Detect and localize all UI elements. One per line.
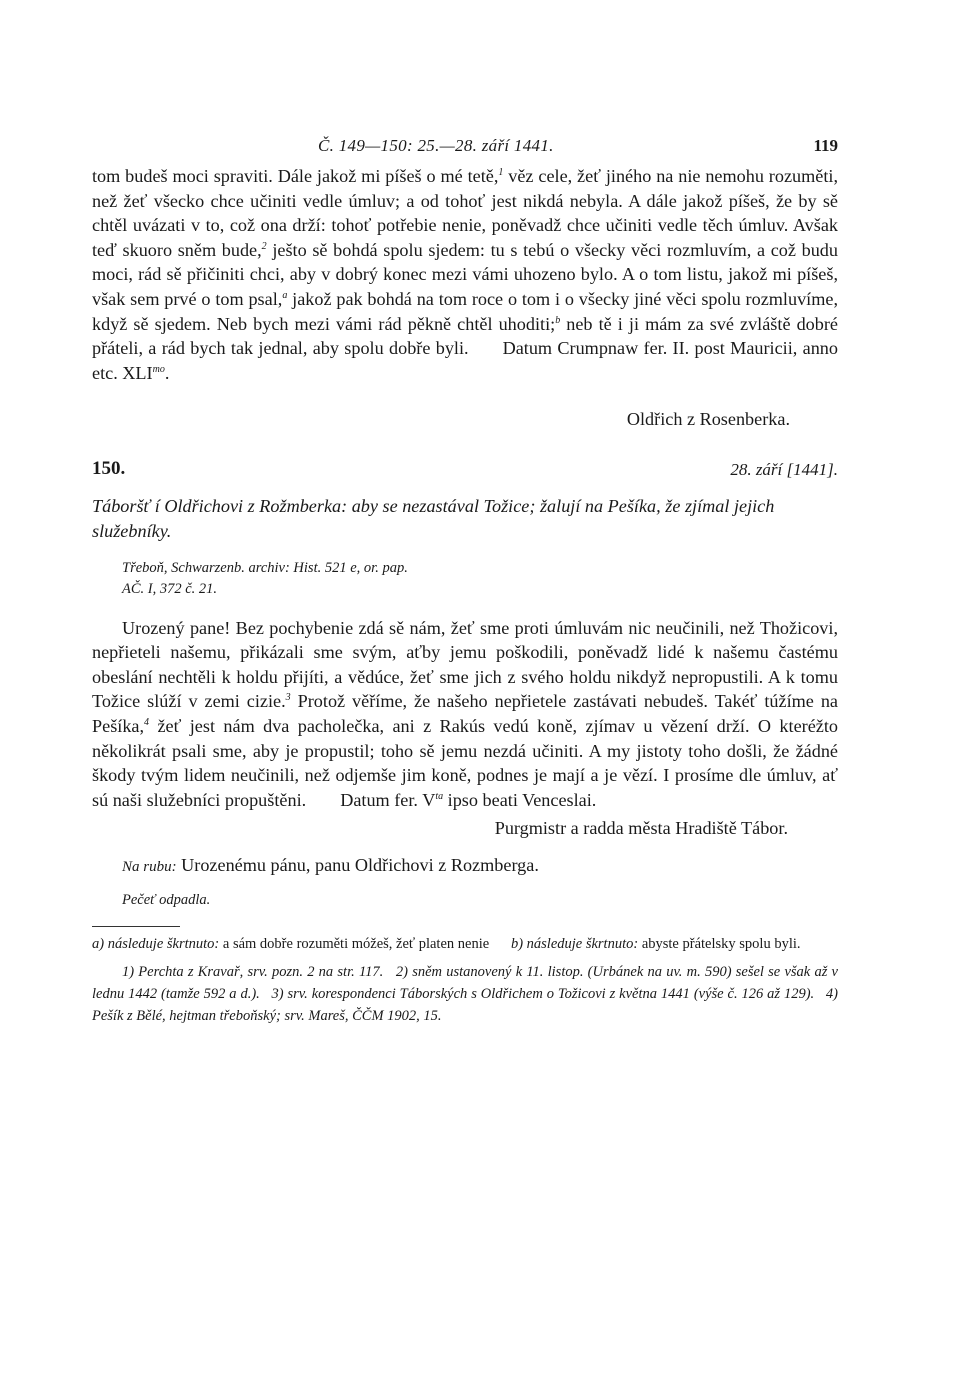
datum-line: Datum Crumpnaw fer. II. post Mauricii, anno etc. XLI [92, 338, 838, 383]
running-title: Č. 149—150: 25.—28. září 1441. [318, 136, 554, 155]
verso-address [122, 855, 838, 876]
textnote-ref-b: b [555, 314, 561, 326]
signature-150: Purgmistr a radda města Hradiště Tábor. [494, 818, 788, 839]
footnote-ref-3: 3 [285, 692, 291, 704]
archive-info: Třeboň, Schwarzenb. archiv: Hist. 521 e, or. pap. AČ. I, 372 č. 21. [122, 559, 408, 597]
seal-note: Pečeť odpadla. [122, 892, 211, 909]
datum-line-150: Datum fer. [340, 789, 418, 810]
regest: Táboršť í Oldřichovi z Rožmberka: aby se nezastával Tožice; žalují na Pešíka, že zjímal jejich služebníky. [92, 496, 775, 541]
document-page [92, 128, 838, 1027]
letter-150-text: Urozený pane! Bez pochybenie zdá sě nám, žeť sme proti úmluvám nic neučinili, než Thožicovi, nepřieteli našemu, přikázali sme svým, aťby jemu poškodili, poněvadž lidé k našemu častému obeslání nechtěli k holdu přijíti, a vědúce, žeť sme jich z svého holdu nikdyž nepropustili. A k tomu Tožice slúží v zemi cizie.$^3$ Protož věříme, že našeho nepřietele zastávati nebudeš. Takéť túžíme na Pešíka,$^4$ žeť jest nám dva pacholečka, ani z Rakús vedú koně, zjímav u vězení drží. O kteréžto několikrát psali sme, aby je propustil; toho sě jemu nezdá učiniti. A my jistoty toho došli, že žádné škody tvým lidem neučinili, než odjemše jim koně, podnes je mají a je vězí. I prosíme dle úmluv, ať sú naši služebníci propuštěni. Datum fer. $V^{ta}$ ipso beati Venceslai. [92, 617, 838, 810]
footnote-ref-2: 2 [261, 240, 267, 252]
signature-149: Oldřich z Rosenberka. [626, 409, 790, 430]
explanatory-footnotes: 1) Perchta z Kravař, srv. pozn. 2 na str. 117. 2) sněm ustanovený k 11. listop. (Urbánek na uv. m. 590) sešel se však až v lednu 1442 (tamže 592 a d.). 3) srv. korespondenci Táborských s Oldřichem o Tožicovi z května 1441 (výše č. 126 až 129). 4) Pešík z Bělé, hejtman třeboňský; srv. Mareš, ČČM 1902, 15. [92, 964, 839, 1025]
page-header [92, 128, 838, 164]
document-date: 28. září [1441]. [730, 460, 838, 480]
apparatus-notes [92, 933, 838, 1027]
letter-149-paragraph: tom budeš moci spraviti. Dále jakož mi píšeš o mé tetě,$^1$ věz cele, žeť jiného na nie nemohu rozuměti, než žeť všecko chce učiniti vedle úmluv; a od tohoť jest nikdá nebyla. A dále jakož píšeš, že by sě chtěl uvázati v to, což ona drží: tohoť potřebie nenie, poněvadž chce učiniti vedle těch úmluv. Avšak teď skuoro sněm bude,$^2$ ješto sě bohdá spolu sjedem: tu s tebú o všecky věci rozmluvím, a což budu moci, rád sě přičiniti chci, aby v dobrý konec mezi vámi uhozeno bylo. A o tom listu, jakož mi píšeš, však sem prvé o tom psal,$^a$ jakož pak bohdá na tom roce o tom i o všecky jiné věci spolu rozmluvíme, když sě sjedem. Neb bych mezi vámi rád pěkně chtěl uhoditi;$^b$ neb tě i ji mám za své zvláště dobré přáteli, a rád bych tak jednal, aby spolu dobře byli. Datum Crumpnaw fer. II. post Mauricii, anno etc. $XLI^{mo}$. [92, 166, 838, 383]
document-heading-150 [92, 458, 838, 488]
footnote-divider [92, 926, 180, 927]
page-number: 119 [813, 136, 838, 155]
verso-label: Na rubu: [122, 859, 177, 876]
textnote-ref-a: a [282, 289, 288, 301]
document-number: 150. [92, 458, 126, 480]
footnote-ref-1: 1 [498, 166, 504, 178]
verso-text: Urozenému pánu, panu Oldřichovi z Rozmberga. [181, 855, 539, 876]
textual-notes: a) následuje škrtnuto: a sám dobře rozuměti móžeš, žeť platen nenie b) následuje škrtnuto: abyste přátelsky spolu byli. [92, 936, 801, 953]
letter-149-text [92, 164, 838, 385]
footnote-ref-4: 4 [144, 716, 150, 728]
